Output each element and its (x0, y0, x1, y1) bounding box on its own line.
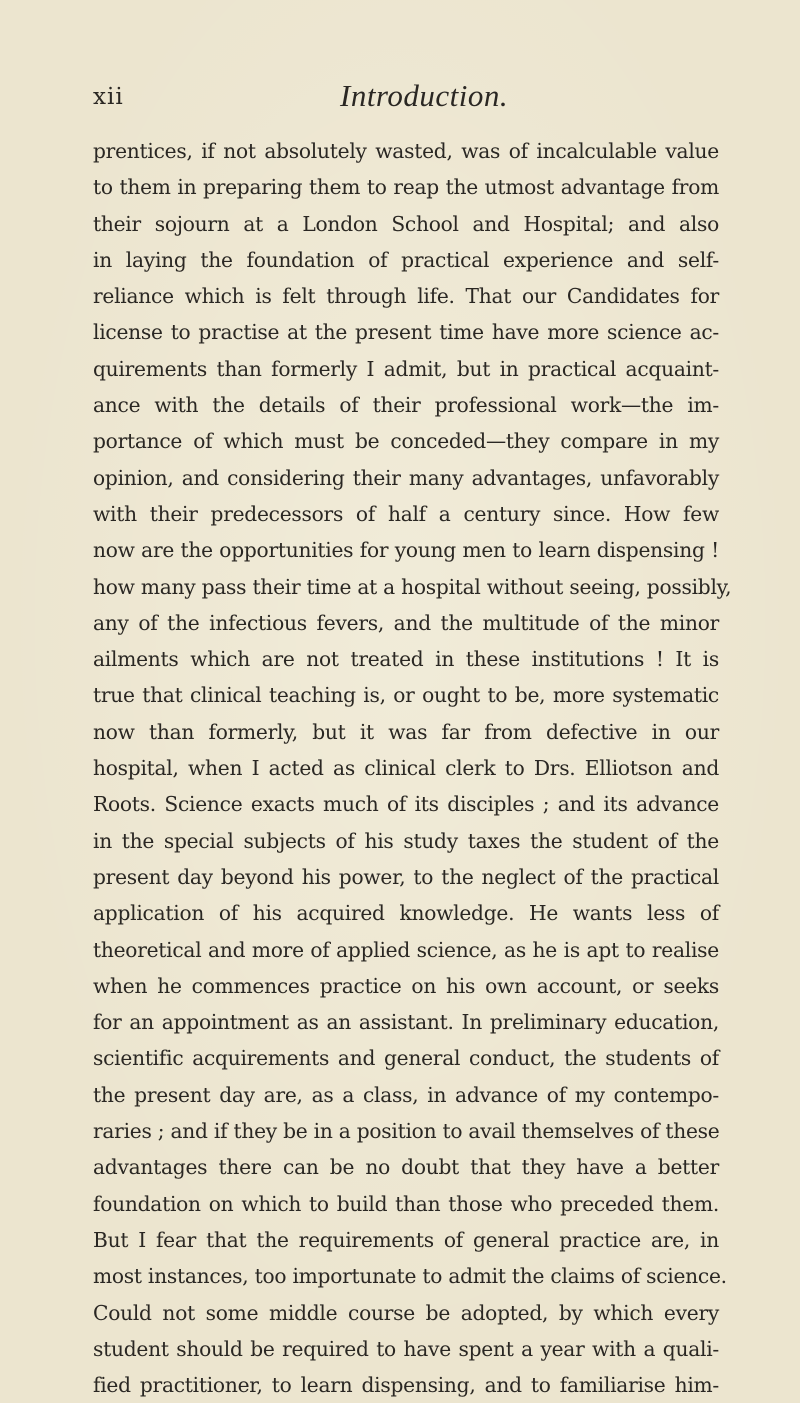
text-line: in laying the foundation of practical experience and self- (93, 247, 719, 272)
text-line: quirements than formerly I admit, but in practical acquaint- (93, 356, 719, 381)
text-line: present day beyond his power, to the neglect of the practical (93, 864, 719, 889)
text-line: to them in preparing them to reap the utmost advantage from (93, 175, 719, 200)
text-line: the present day are, as a class, in advance of my contempo- (93, 1082, 719, 1107)
text-line: prentices, if not absolutely wasted, was of incalculable value (93, 139, 719, 163)
text-line: raries ; and if they be in a position to avail themselves of these (93, 1119, 720, 1144)
body-text (93, 133, 732, 1403)
text-line: student should be required to have spent a year with a quali- (93, 1336, 719, 1361)
text-line: fied practitioner, to learn dispensing, and to familiarise him- (93, 1373, 719, 1398)
text-line: now are the opportunities for young men to learn dispensing ! (93, 538, 719, 563)
text-line: Could not some middle course be adopted, by which every (93, 1300, 719, 1325)
text-line: now than formerly, but it was far from defective in our (93, 719, 719, 744)
text-line: when he commences practice on his own account, or seeks (93, 973, 719, 998)
page-number: xii (93, 84, 124, 110)
text-line: any of the infectious fevers, and the multitude of the minor (93, 610, 719, 635)
text-line: ance with the details of their professional work—the im- (93, 393, 719, 418)
text-line: theoretical and more of applied science, as he is apt to realise (93, 937, 719, 962)
running-title: Introduction. (340, 78, 509, 113)
text-line: license to practise at the present time have more science ac- (93, 320, 719, 345)
text-line: most instances, too importunate to admit the claims of science. (93, 1264, 727, 1289)
text-line: ailments which are not treated in these institutions ! It is (93, 647, 719, 672)
text-line: application of his acquired knowledge. He wants less of (93, 901, 719, 926)
text-line: their sojourn at a London School and Hospital; and also (93, 211, 719, 236)
text-line: for an appointment as an assistant. In preliminary education, (93, 1010, 719, 1035)
text-line: reliance which is felt through life. That our Candidates for (93, 284, 719, 309)
text-line: Roots. Science exacts much of its disciples ; and its advance (93, 792, 719, 817)
text-line: scientific acquirements and general conduct, the students of (93, 1046, 719, 1071)
text-line: But I fear that the requirements of general practice are, in (93, 1227, 719, 1252)
text-line: opinion, and considering their many advantages, unfavorably (93, 465, 719, 490)
text-line: with their predecessors of half a century since. How few (93, 501, 719, 526)
text-line: portance of which must be conceded—they compare in my (93, 429, 719, 454)
text-line: advantages there can be no doubt that they have a better (93, 1155, 719, 1180)
running-header (0, 78, 800, 118)
text-line: true that clinical teaching is, or ought to be, more systematic (93, 683, 719, 708)
text-line: in the special subjects of his study taxes the student of the (93, 828, 719, 853)
text-line: how many pass their time at a hospital without seeing, possibly, (93, 574, 732, 599)
text-line: hospital, when I acted as clinical clerk to Drs. Elliotson and (93, 756, 719, 781)
text-line: foundation on which to build than those who preceded them. (93, 1191, 719, 1216)
